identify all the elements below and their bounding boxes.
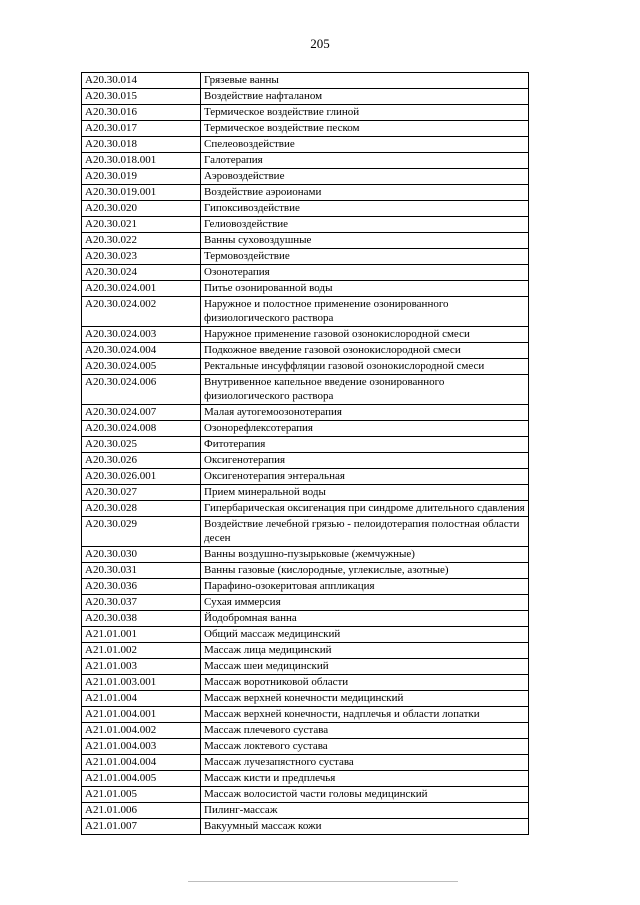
service-code-cell: A20.30.036 bbox=[82, 579, 201, 595]
service-code-cell: A20.30.026 bbox=[82, 453, 201, 469]
service-code-cell: A21.01.004 bbox=[82, 691, 201, 707]
service-code-cell: A20.30.027 bbox=[82, 485, 201, 501]
service-name-cell: Ванны газовые (кислородные, углекислые, азотные) bbox=[201, 563, 529, 579]
service-code-cell: A20.30.019 bbox=[82, 169, 201, 185]
table-row bbox=[82, 265, 529, 281]
service-name-cell: Подкожное введение газовой озонокислородной смеси bbox=[201, 343, 529, 359]
table-row bbox=[82, 611, 529, 627]
service-code-cell: A20.30.024.007 bbox=[82, 405, 201, 421]
service-code-cell: A20.30.019.001 bbox=[82, 185, 201, 201]
service-name-cell: Малая аутогемоозонотерапия bbox=[201, 405, 529, 421]
service-name-cell: Грязевые ванны bbox=[201, 73, 529, 89]
service-name-cell: Прием минеральной воды bbox=[201, 485, 529, 501]
service-code-cell: A20.30.037 bbox=[82, 595, 201, 611]
table-row bbox=[82, 297, 529, 327]
table-row bbox=[82, 723, 529, 739]
service-code-cell: A21.01.004.003 bbox=[82, 739, 201, 755]
service-code-cell: A20.30.024.003 bbox=[82, 327, 201, 343]
service-name-cell: Термическое воздействие песком bbox=[201, 121, 529, 137]
service-code-cell: A20.30.024.001 bbox=[82, 281, 201, 297]
table-row bbox=[82, 281, 529, 297]
service-code-cell: A20.30.020 bbox=[82, 201, 201, 217]
service-code-cell: A20.30.030 bbox=[82, 547, 201, 563]
table-row bbox=[82, 771, 529, 787]
service-name-cell: Гипоксивоздействие bbox=[201, 201, 529, 217]
service-code-cell: A21.01.004.002 bbox=[82, 723, 201, 739]
table-row bbox=[82, 643, 529, 659]
service-name-cell: Наружное применение газовой озонокислородной смеси bbox=[201, 327, 529, 343]
service-name-cell: Оксигенотерапия энтеральная bbox=[201, 469, 529, 485]
table-row bbox=[82, 343, 529, 359]
table-row bbox=[82, 803, 529, 819]
service-code-cell: A20.30.018 bbox=[82, 137, 201, 153]
service-name-cell: Массаж плечевого сустава bbox=[201, 723, 529, 739]
table-row bbox=[82, 89, 529, 105]
service-name-cell: Питье озонированной воды bbox=[201, 281, 529, 297]
table-row bbox=[82, 169, 529, 185]
table-row bbox=[82, 121, 529, 137]
service-name-cell: Массаж кисти и предплечья bbox=[201, 771, 529, 787]
service-name-cell: Термическое воздействие глиной bbox=[201, 105, 529, 121]
service-code-cell: A21.01.004.004 bbox=[82, 755, 201, 771]
table-row bbox=[82, 105, 529, 121]
table-row bbox=[82, 707, 529, 723]
table-row bbox=[82, 485, 529, 501]
service-name-cell: Парафино-озокеритовая аппликация bbox=[201, 579, 529, 595]
service-code-cell: A20.30.028 bbox=[82, 501, 201, 517]
service-name-cell: Наружное и полостное применение озонированного физиологического раствора bbox=[201, 297, 529, 327]
table-row bbox=[82, 73, 529, 89]
service-name-cell: Массаж лучезапястного сустава bbox=[201, 755, 529, 771]
table-row bbox=[82, 437, 529, 453]
bottom-divider bbox=[188, 881, 458, 882]
service-code-cell: A20.30.015 bbox=[82, 89, 201, 105]
service-code-cell: A21.01.004.001 bbox=[82, 707, 201, 723]
service-name-cell: Аэровоздействие bbox=[201, 169, 529, 185]
service-code-cell: A20.30.023 bbox=[82, 249, 201, 265]
table-row bbox=[82, 153, 529, 169]
service-name-cell: Ванны суховоздушные bbox=[201, 233, 529, 249]
service-code-cell: A21.01.003 bbox=[82, 659, 201, 675]
table-row bbox=[82, 217, 529, 233]
service-code-cell: A20.30.026.001 bbox=[82, 469, 201, 485]
page-number: 205 bbox=[310, 36, 330, 51]
table-row bbox=[82, 595, 529, 611]
table-row bbox=[82, 469, 529, 485]
table-row bbox=[82, 185, 529, 201]
table-row bbox=[82, 691, 529, 707]
service-name-cell: Массаж верхней конечности, надплечья и области лопатки bbox=[201, 707, 529, 723]
service-code-cell: A20.30.018.001 bbox=[82, 153, 201, 169]
service-name-cell: Массаж волосистой части головы медицинский bbox=[201, 787, 529, 803]
service-name-cell: Йодобромная ванна bbox=[201, 611, 529, 627]
table-row bbox=[82, 501, 529, 517]
table-row bbox=[82, 233, 529, 249]
service-name-cell: Воздействие лечебной грязью - пелоидотерапия полостная области десен bbox=[201, 517, 529, 547]
table-row bbox=[82, 249, 529, 265]
table-row bbox=[82, 137, 529, 153]
table-body bbox=[82, 73, 529, 835]
service-code-cell: A20.30.024.005 bbox=[82, 359, 201, 375]
service-code-cell: A21.01.002 bbox=[82, 643, 201, 659]
service-name-cell: Сухая иммерсия bbox=[201, 595, 529, 611]
table-row bbox=[82, 517, 529, 547]
table-row bbox=[82, 659, 529, 675]
service-name-cell: Озонорефлексотерапия bbox=[201, 421, 529, 437]
table-row bbox=[82, 755, 529, 771]
table-row bbox=[82, 453, 529, 469]
service-name-cell: Ректальные инсуффляции газовой озонокислородной смеси bbox=[201, 359, 529, 375]
service-code-cell: A20.30.021 bbox=[82, 217, 201, 233]
service-name-cell: Озонотерапия bbox=[201, 265, 529, 281]
table-row bbox=[82, 579, 529, 595]
table-row bbox=[82, 327, 529, 343]
table-row bbox=[82, 405, 529, 421]
service-name-cell: Воздействие аэроионами bbox=[201, 185, 529, 201]
table-row bbox=[82, 627, 529, 643]
service-code-cell: A20.30.025 bbox=[82, 437, 201, 453]
service-code-cell: A21.01.005 bbox=[82, 787, 201, 803]
service-name-cell: Массаж верхней конечности медицинский bbox=[201, 691, 529, 707]
table-row bbox=[82, 421, 529, 437]
service-name-cell: Термовоздействие bbox=[201, 249, 529, 265]
service-code-cell: A20.30.024.008 bbox=[82, 421, 201, 437]
service-code-cell: A20.30.024 bbox=[82, 265, 201, 281]
table-row bbox=[82, 375, 529, 405]
service-code-cell: A20.30.031 bbox=[82, 563, 201, 579]
service-code-cell: A20.30.024.002 bbox=[82, 297, 201, 327]
service-name-cell: Массаж лица медицинский bbox=[201, 643, 529, 659]
service-code-cell: A21.01.003.001 bbox=[82, 675, 201, 691]
service-name-cell: Массаж шеи медицинский bbox=[201, 659, 529, 675]
service-name-cell: Спелеовоздействие bbox=[201, 137, 529, 153]
service-code-cell: A20.30.016 bbox=[82, 105, 201, 121]
service-name-cell: Оксигенотерапия bbox=[201, 453, 529, 469]
service-name-cell: Галотерапия bbox=[201, 153, 529, 169]
table-row bbox=[82, 359, 529, 375]
service-code-cell: A20.30.017 bbox=[82, 121, 201, 137]
table-row bbox=[82, 787, 529, 803]
service-name-cell: Гелиовоздействие bbox=[201, 217, 529, 233]
service-name-cell: Внутривенное капельное введение озонированного физиологического раствора bbox=[201, 375, 529, 405]
table-row bbox=[82, 563, 529, 579]
service-code-cell: A20.30.022 bbox=[82, 233, 201, 249]
service-name-cell: Массаж локтевого сустава bbox=[201, 739, 529, 755]
service-code-cell: A20.30.024.006 bbox=[82, 375, 201, 405]
service-name-cell: Массаж воротниковой области bbox=[201, 675, 529, 691]
service-name-cell: Воздействие нафталаном bbox=[201, 89, 529, 105]
table-row bbox=[82, 675, 529, 691]
service-name-cell: Фитотерапия bbox=[201, 437, 529, 453]
service-code-cell: A21.01.001 bbox=[82, 627, 201, 643]
table-row bbox=[82, 547, 529, 563]
service-code-cell: A20.30.029 bbox=[82, 517, 201, 547]
service-name-cell: Вакуумный массаж кожи bbox=[201, 819, 529, 835]
table-row bbox=[82, 201, 529, 217]
table-row bbox=[82, 819, 529, 835]
service-code-cell: A21.01.006 bbox=[82, 803, 201, 819]
service-code-cell: A21.01.004.005 bbox=[82, 771, 201, 787]
service-name-cell: Гипербарическая оксигенация при синдроме длительного сдавления bbox=[201, 501, 529, 517]
table-row bbox=[82, 739, 529, 755]
service-code-cell: A20.30.014 bbox=[82, 73, 201, 89]
service-name-cell: Пилинг-массаж bbox=[201, 803, 529, 819]
service-codes-table bbox=[81, 72, 529, 835]
service-name-cell: Ванны воздушно-пузырьковые (жемчужные) bbox=[201, 547, 529, 563]
service-code-cell: A20.30.024.004 bbox=[82, 343, 201, 359]
service-name-cell: Общий массаж медицинский bbox=[201, 627, 529, 643]
service-code-cell: A21.01.007 bbox=[82, 819, 201, 835]
service-code-cell: A20.30.038 bbox=[82, 611, 201, 627]
